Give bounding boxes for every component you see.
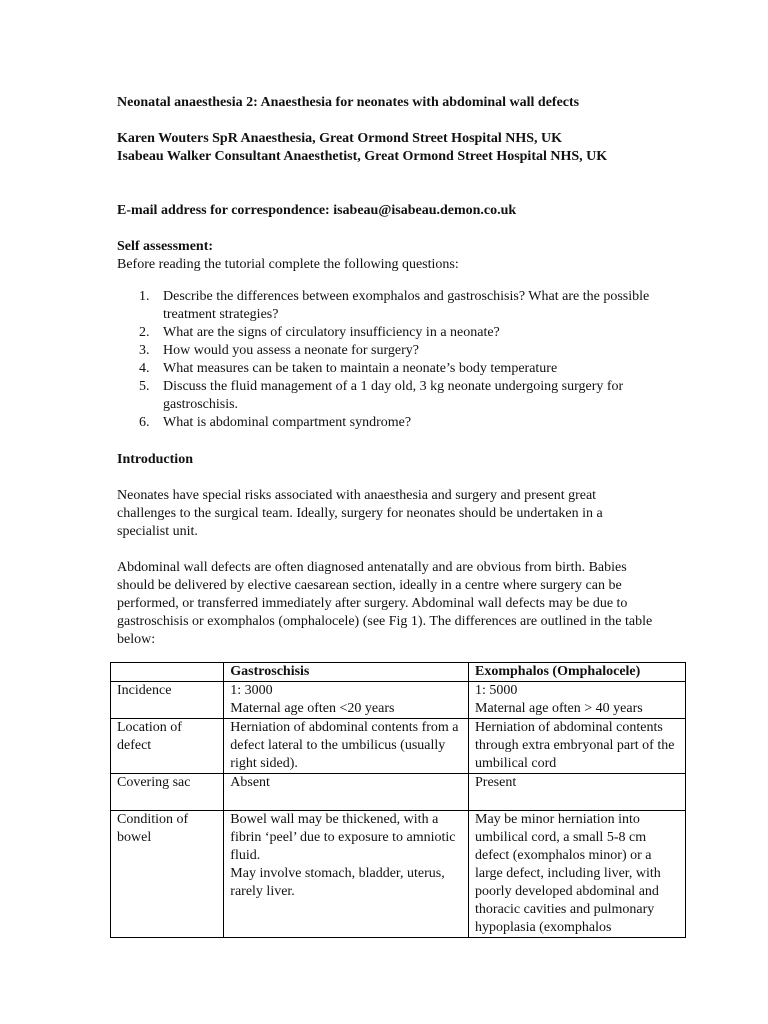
table-cell: Condition of bowel — [111, 811, 224, 938]
table-header-cell: Exomphalos (Omphalocele) — [469, 663, 686, 682]
question-item — [117, 378, 657, 414]
table-cell: Covering sac — [111, 774, 224, 811]
table-cell: Location of defect — [111, 719, 224, 774]
table-cell: 1: 5000 Maternal age often > 40 years — [469, 682, 686, 719]
question-item — [117, 324, 657, 342]
correspondence-email: E-mail address for correspondence: isabeau@isabeau.demon.co.uk — [117, 203, 517, 218]
table-cell: 1: 3000 Maternal age often <20 years — [224, 682, 469, 719]
question-number: 5. — [139, 379, 150, 394]
table-cell: Absent — [224, 774, 469, 811]
question-number: 2. — [139, 325, 150, 340]
introduction-paragraph-1: Neonates have special risks associated with anaesthesia and surgery and present great challenges to the surgical team. Ideally, surgery for neonates should be undertaken in a specialist unit. — [117, 488, 603, 539]
question-list — [117, 288, 657, 432]
document-title: Neonatal anaesthesia 2: Anaesthesia for neonates with abdominal wall defects — [117, 95, 580, 110]
question-number: 3. — [139, 343, 150, 358]
question-text: What measures can be taken to maintain a neonate’s body temperature — [163, 361, 558, 376]
introduction-paragraph-2: Abdominal wall defects are often diagnosed antenatally and are obvious from birth. Babies should be delivered by elective caesarean section, ideally in a centre where surgery can be performed, or transferred immediately after surgery. Abdominal wall defects may be due to gastroschisis or exomphalos (omphalocele) (see Fig 1). The differences are outlined in the table below: — [117, 560, 653, 647]
question-text: How would you assess a neonate for surgery? — [163, 343, 419, 358]
question-item — [117, 360, 657, 378]
table-row — [111, 811, 686, 938]
table-cell: Herniation of abdominal contents from a defect lateral to the umbilicus (usually right sided). — [224, 719, 469, 774]
question-text: Describe the differences between exomphalos and gastroschisis? What are the possible treatment strategies? — [163, 289, 650, 322]
introduction-heading: Introduction — [117, 452, 193, 467]
question-text: What are the signs of circulatory insufficiency in a neonate? — [163, 325, 500, 340]
comparison-table — [110, 662, 686, 938]
table-cell: Present — [469, 774, 686, 811]
question-item — [117, 414, 657, 432]
table-row — [111, 682, 686, 719]
table-cell: Bowel wall may be thickened, with a fibrin ‘peel’ due to exposure to amniotic fluid. May involve stomach, bladder, uterus, rarely liver. — [224, 811, 469, 938]
table-header-cell: Gastroschisis — [224, 663, 469, 682]
self-assessment-heading: Self assessment: — [117, 239, 214, 254]
table-header-cell — [111, 663, 224, 682]
table-row — [111, 774, 686, 811]
question-item — [117, 288, 657, 324]
question-item — [117, 342, 657, 360]
table-cell: May be minor herniation into umbilical cord, a small 5-8 cm defect (exomphalos minor) or a large defect, including liver, with poorly developed abdominal and thoracic cavities and pulmonary hypoplasia (exomphalos — [469, 811, 686, 938]
table-cell: Incidence — [111, 682, 224, 719]
question-number: 1. — [139, 289, 150, 304]
author-1: Karen Wouters SpR Anaesthesia, Great Ormond Street Hospital NHS, UK — [117, 131, 563, 146]
self-assessment-intro: Before reading the tutorial complete the following questions: — [117, 257, 459, 272]
question-number: 6. — [139, 415, 150, 430]
question-text: Discuss the fluid management of a 1 day old, 3 kg neonate undergoing surgery for gastroschisis. — [163, 379, 624, 412]
question-text: What is abdominal compartment syndrome? — [163, 415, 412, 430]
table-cell: Herniation of abdominal contents through extra embryonal part of the umbilical cord — [469, 719, 686, 774]
question-number: 4. — [139, 361, 150, 376]
author-2: Isabeau Walker Consultant Anaesthetist, Great Ormond Street Hospital NHS, UK — [117, 149, 608, 164]
table-row — [111, 719, 686, 774]
table-header-row — [111, 663, 686, 682]
